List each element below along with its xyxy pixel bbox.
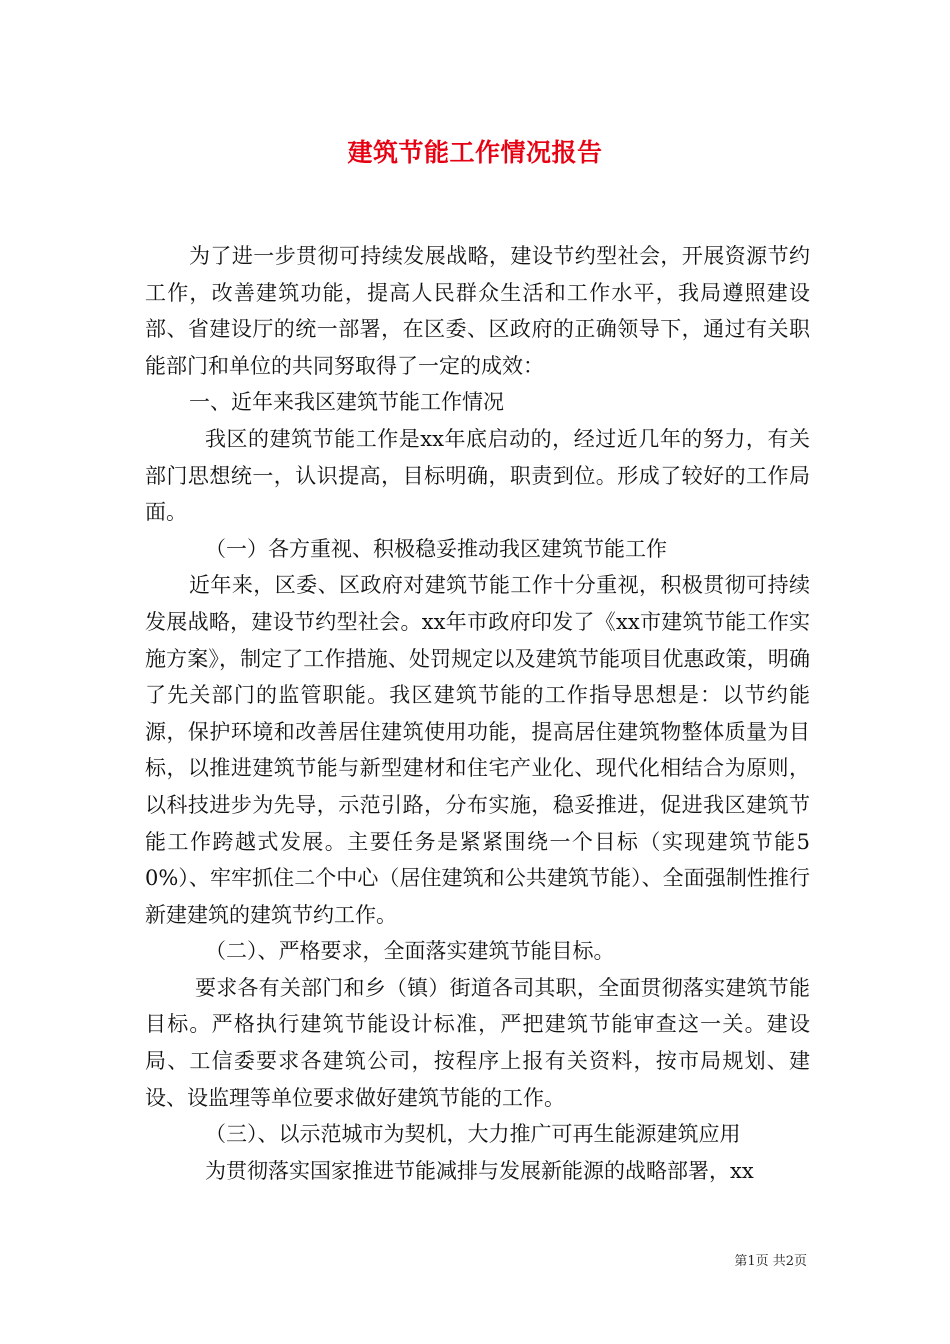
document-title: 建筑节能工作情况报告 <box>347 138 603 167</box>
paragraph-subsection-3: 为贯彻落实国家推进节能减排与发展新能源的战略部署，xx <box>205 1158 754 1183</box>
paragraph-subsection-1: 近年来，区委、区政府对建筑节能工作十分重视，积极贯彻可持续发展战略，建设节约型社会。xx年市政府印发了《xx市建筑节能工作实施方案》，制定了工作措施、处罚规定以及建筑节能项目优惠政策，明确了先关部门的监管职能。我区建筑节能的工作指导思想是：以节约能源，保护环境和改善居住建筑使用功能，提高居住建筑物整体质量为目标，以推进建筑节能与新型建材和住宅产业化、现代化相结合为原则，以科技进步为先导，示范引路，分布实施，稳妥推进，促进我区建筑节能工作跨越式发展。主要任务是紧紧围绕一个目标（实现建筑节能50%）、牢牢抓住二个中心（居住建筑和公共建筑节能）、全面强制性推行新建建筑的建筑节约工作。 <box>145 573 810 927</box>
page-number: 第1页 共2页 <box>734 1254 807 1269</box>
subsection-heading-3: （三）、以示范城市为契机，大力推广可再生能源建筑应用 <box>205 1122 741 1147</box>
paragraph-intro: 为了进一步贯彻可持续发展战略，建设节约型社会，开展资源节约工作，改善建筑功能，提高人民群众生活和工作水平，我局遵照建设部、省建设厅的统一部署，在区委、区政府的正确领导下，通过有关职能部门和单位的共同努取得了一定的成效： <box>145 244 810 378</box>
subsection-heading-1: （一）各方重视、积极稳妥推动我区建筑节能工作 <box>205 536 667 561</box>
section-heading-1: 一、近年来我区建筑节能工作情况 <box>189 390 504 415</box>
subsection-heading-2: （二）、严格要求，全面落实建筑节能目标。 <box>205 939 615 964</box>
paragraph-subsection-2: 要求各有关部门和乡（镇）街道各司其职，全面贯彻落实建筑节能目标。严格执行建筑节能设计标准，严把建筑节能审查这一关。建设局、工信委要求各建筑公司，按程序上报有关资料，按市局规划、建设、设监理等单位要求做好建筑节能的工作。 <box>145 975 810 1110</box>
document-body <box>145 238 810 1189</box>
paragraph-overview: 我区的建筑节能工作是xx年底启动的，经过近几年的努力，有关部门思想统一，认识提高，目标明确，职责到位。形成了较好的工作局面。 <box>145 426 810 525</box>
